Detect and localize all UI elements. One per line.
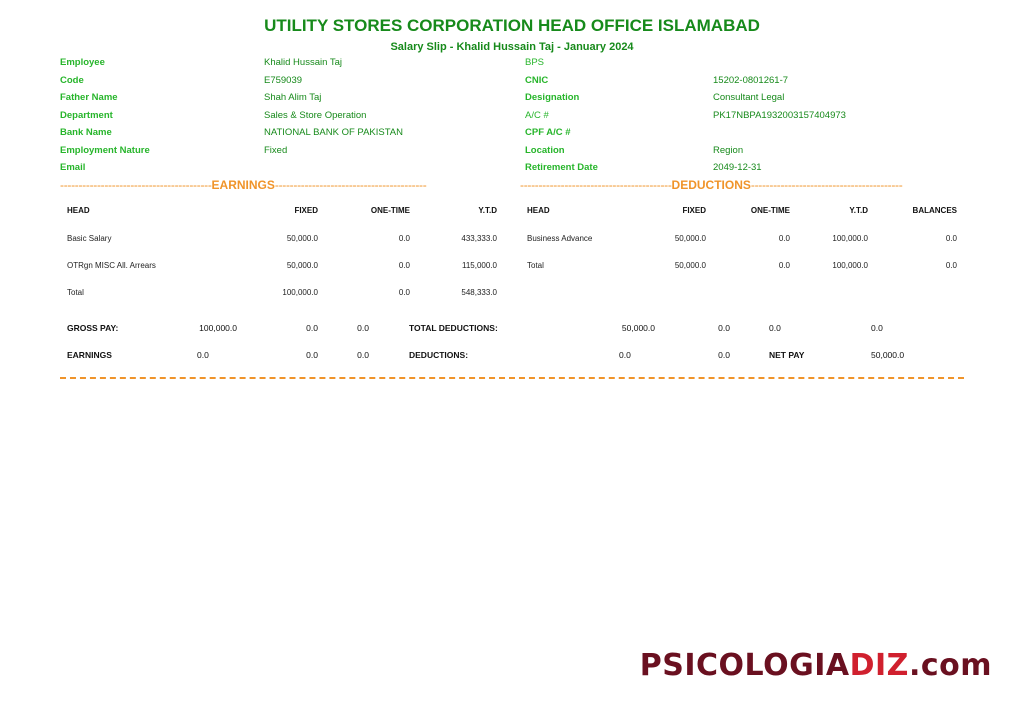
gross-pay-value: 100,000.0	[199, 323, 237, 333]
value-bank-name: NATIONAL BANK OF PAKISTAN	[264, 127, 404, 138]
deductions-summary-value-2: 0.0	[718, 350, 730, 360]
deductions-header-balances: BALANCES	[912, 206, 957, 215]
deductions-row-0-ytd: 100,000.0	[832, 234, 868, 243]
earnings-row-2-ytd: 548,333.0	[461, 288, 497, 297]
value-department: Sales & Store Operation	[264, 109, 367, 121]
earnings-header-fixed: FIXED	[294, 206, 318, 215]
left-info-labels	[60, 54, 260, 177]
gross-pay-value-2: 0.0	[306, 323, 318, 333]
deductions-row-1-head: Total	[527, 261, 544, 270]
value-bps	[713, 54, 963, 72]
earnings-row-1-head: OTRgn MISC All. Arrears	[67, 261, 156, 270]
deductions-header-head: HEAD	[527, 206, 550, 215]
earnings-row-1-ytd: 115,000.0	[462, 261, 497, 270]
deductions-header-one-time: ONE-TIME	[750, 206, 790, 215]
label-retirement-date: Retirement Date	[525, 162, 598, 173]
page-subtitle: Salary Slip - Khalid Hussain Taj - January 2024	[390, 41, 634, 53]
total-deductions-value-2: 0.0	[718, 323, 730, 333]
label-employee: Employee	[60, 57, 105, 68]
label-location: Location	[525, 144, 565, 156]
earnings-row-0-one-time: 0.0	[398, 234, 410, 243]
value-employment-nature: Fixed	[264, 144, 288, 156]
earnings-section-title: EARNINGS	[211, 178, 275, 192]
earnings-row-0-ytd: 433,333.0	[461, 234, 497, 243]
deductions-row-0-head: Business Advance	[527, 234, 593, 243]
deductions-section-header: -----------------------------------------DEDUCTIONS-----------------------------------------	[520, 178, 903, 192]
gross-pay-label: GROSS PAY:	[67, 323, 119, 333]
earnings-header-ytd: Y.T.D	[478, 206, 497, 215]
value-cpf-account	[713, 124, 963, 142]
label-bank-name: Bank Name	[60, 127, 112, 138]
label-email: Email	[60, 162, 86, 173]
label-account-number: A/C #	[525, 109, 549, 121]
label-designation: Designation	[525, 92, 580, 103]
watermark-part-2: DIZ	[849, 648, 909, 683]
right-info-values	[713, 54, 963, 177]
label-cpf-account: CPF A/C #	[525, 127, 571, 138]
deductions-header-ytd: Y.T.D	[849, 206, 868, 215]
net-pay-label: NET PAY	[769, 350, 805, 360]
earnings-row-2-head: Total	[67, 288, 84, 297]
earnings-header-head: HEAD	[67, 206, 90, 215]
watermark-logo	[640, 648, 992, 683]
earnings-summary-value: 0.0	[197, 350, 209, 360]
value-retirement-date: 2049-12-31	[713, 162, 762, 173]
earnings-summary-value-2: 0.0	[306, 350, 318, 360]
deductions-row-1-fixed: 50,000.0	[674, 261, 706, 270]
right-info-labels	[525, 54, 705, 177]
value-code: E759039	[264, 74, 303, 86]
earnings-row-1-fixed: 50,000.0	[286, 261, 318, 270]
label-employment-nature: Employment Nature	[60, 144, 150, 156]
value-designation: Consultant Legal	[713, 92, 785, 103]
earnings-row-2-fixed: 100,000.0	[282, 288, 318, 297]
watermark-part-3: .com	[908, 648, 992, 683]
earnings-header-one-time: ONE-TIME	[370, 206, 410, 215]
label-department: Department	[60, 109, 113, 121]
value-account-number: PK17NBPA1932003157404973	[713, 109, 846, 121]
earnings-row-0-head: Basic Salary	[67, 234, 112, 243]
label-code: Code	[60, 74, 84, 86]
label-bps: BPS	[525, 57, 545, 68]
earnings-row-1-one-time: 0.0	[398, 261, 410, 270]
earnings-row-2-one-time: 0.0	[398, 288, 410, 297]
total-deductions-label: TOTAL DEDUCTIONS:	[409, 323, 498, 333]
left-info-values	[264, 54, 514, 177]
deductions-summary-label: DEDUCTIONS:	[409, 350, 469, 360]
value-location: Region	[713, 144, 744, 156]
value-email	[264, 159, 514, 177]
bottom-divider	[60, 377, 964, 379]
label-father-name: Father Name	[60, 92, 118, 103]
deductions-section-title: DEDUCTIONS	[671, 178, 751, 192]
value-cnic: 15202-0801261-7	[713, 74, 789, 86]
earnings-summary-label: EARNINGS	[67, 350, 112, 360]
deductions-row-0-one-time: 0.0	[778, 234, 790, 243]
earnings-row-0-fixed: 50,000.0	[286, 234, 318, 243]
total-deductions-value-4: 0.0	[871, 323, 883, 333]
deductions-row-1-ytd: 100,000.0	[832, 261, 868, 270]
value-employee: Khalid Hussain Taj	[264, 57, 342, 68]
deductions-header-fixed: FIXED	[682, 206, 706, 215]
earnings-summary-value-3: 0.0	[357, 350, 369, 360]
deductions-row-1-balances: 0.0	[945, 261, 957, 270]
earnings-section-header: -----------------------------------------EARNINGS-----------------------------------------	[60, 178, 427, 192]
deductions-summary-value: 0.0	[619, 350, 631, 360]
deductions-row-1-one-time: 0.0	[778, 261, 790, 270]
total-deductions-value: 50,000.0	[621, 323, 655, 333]
total-deductions-value-3: 0.0	[769, 323, 781, 333]
deductions-row-0-balances: 0.0	[945, 234, 957, 243]
watermark-part-1: PSICOLOGIA	[639, 648, 850, 683]
deductions-row-0-fixed: 50,000.0	[674, 234, 706, 243]
value-father-name: Shah Alim Taj	[264, 92, 322, 103]
gross-pay-value-3: 0.0	[357, 323, 369, 333]
net-pay-value: 50,000.0	[871, 350, 905, 360]
label-cnic: CNIC	[525, 74, 549, 86]
page-title: UTILITY STORES CORPORATION HEAD OFFICE ISLAMABAD	[264, 16, 760, 35]
